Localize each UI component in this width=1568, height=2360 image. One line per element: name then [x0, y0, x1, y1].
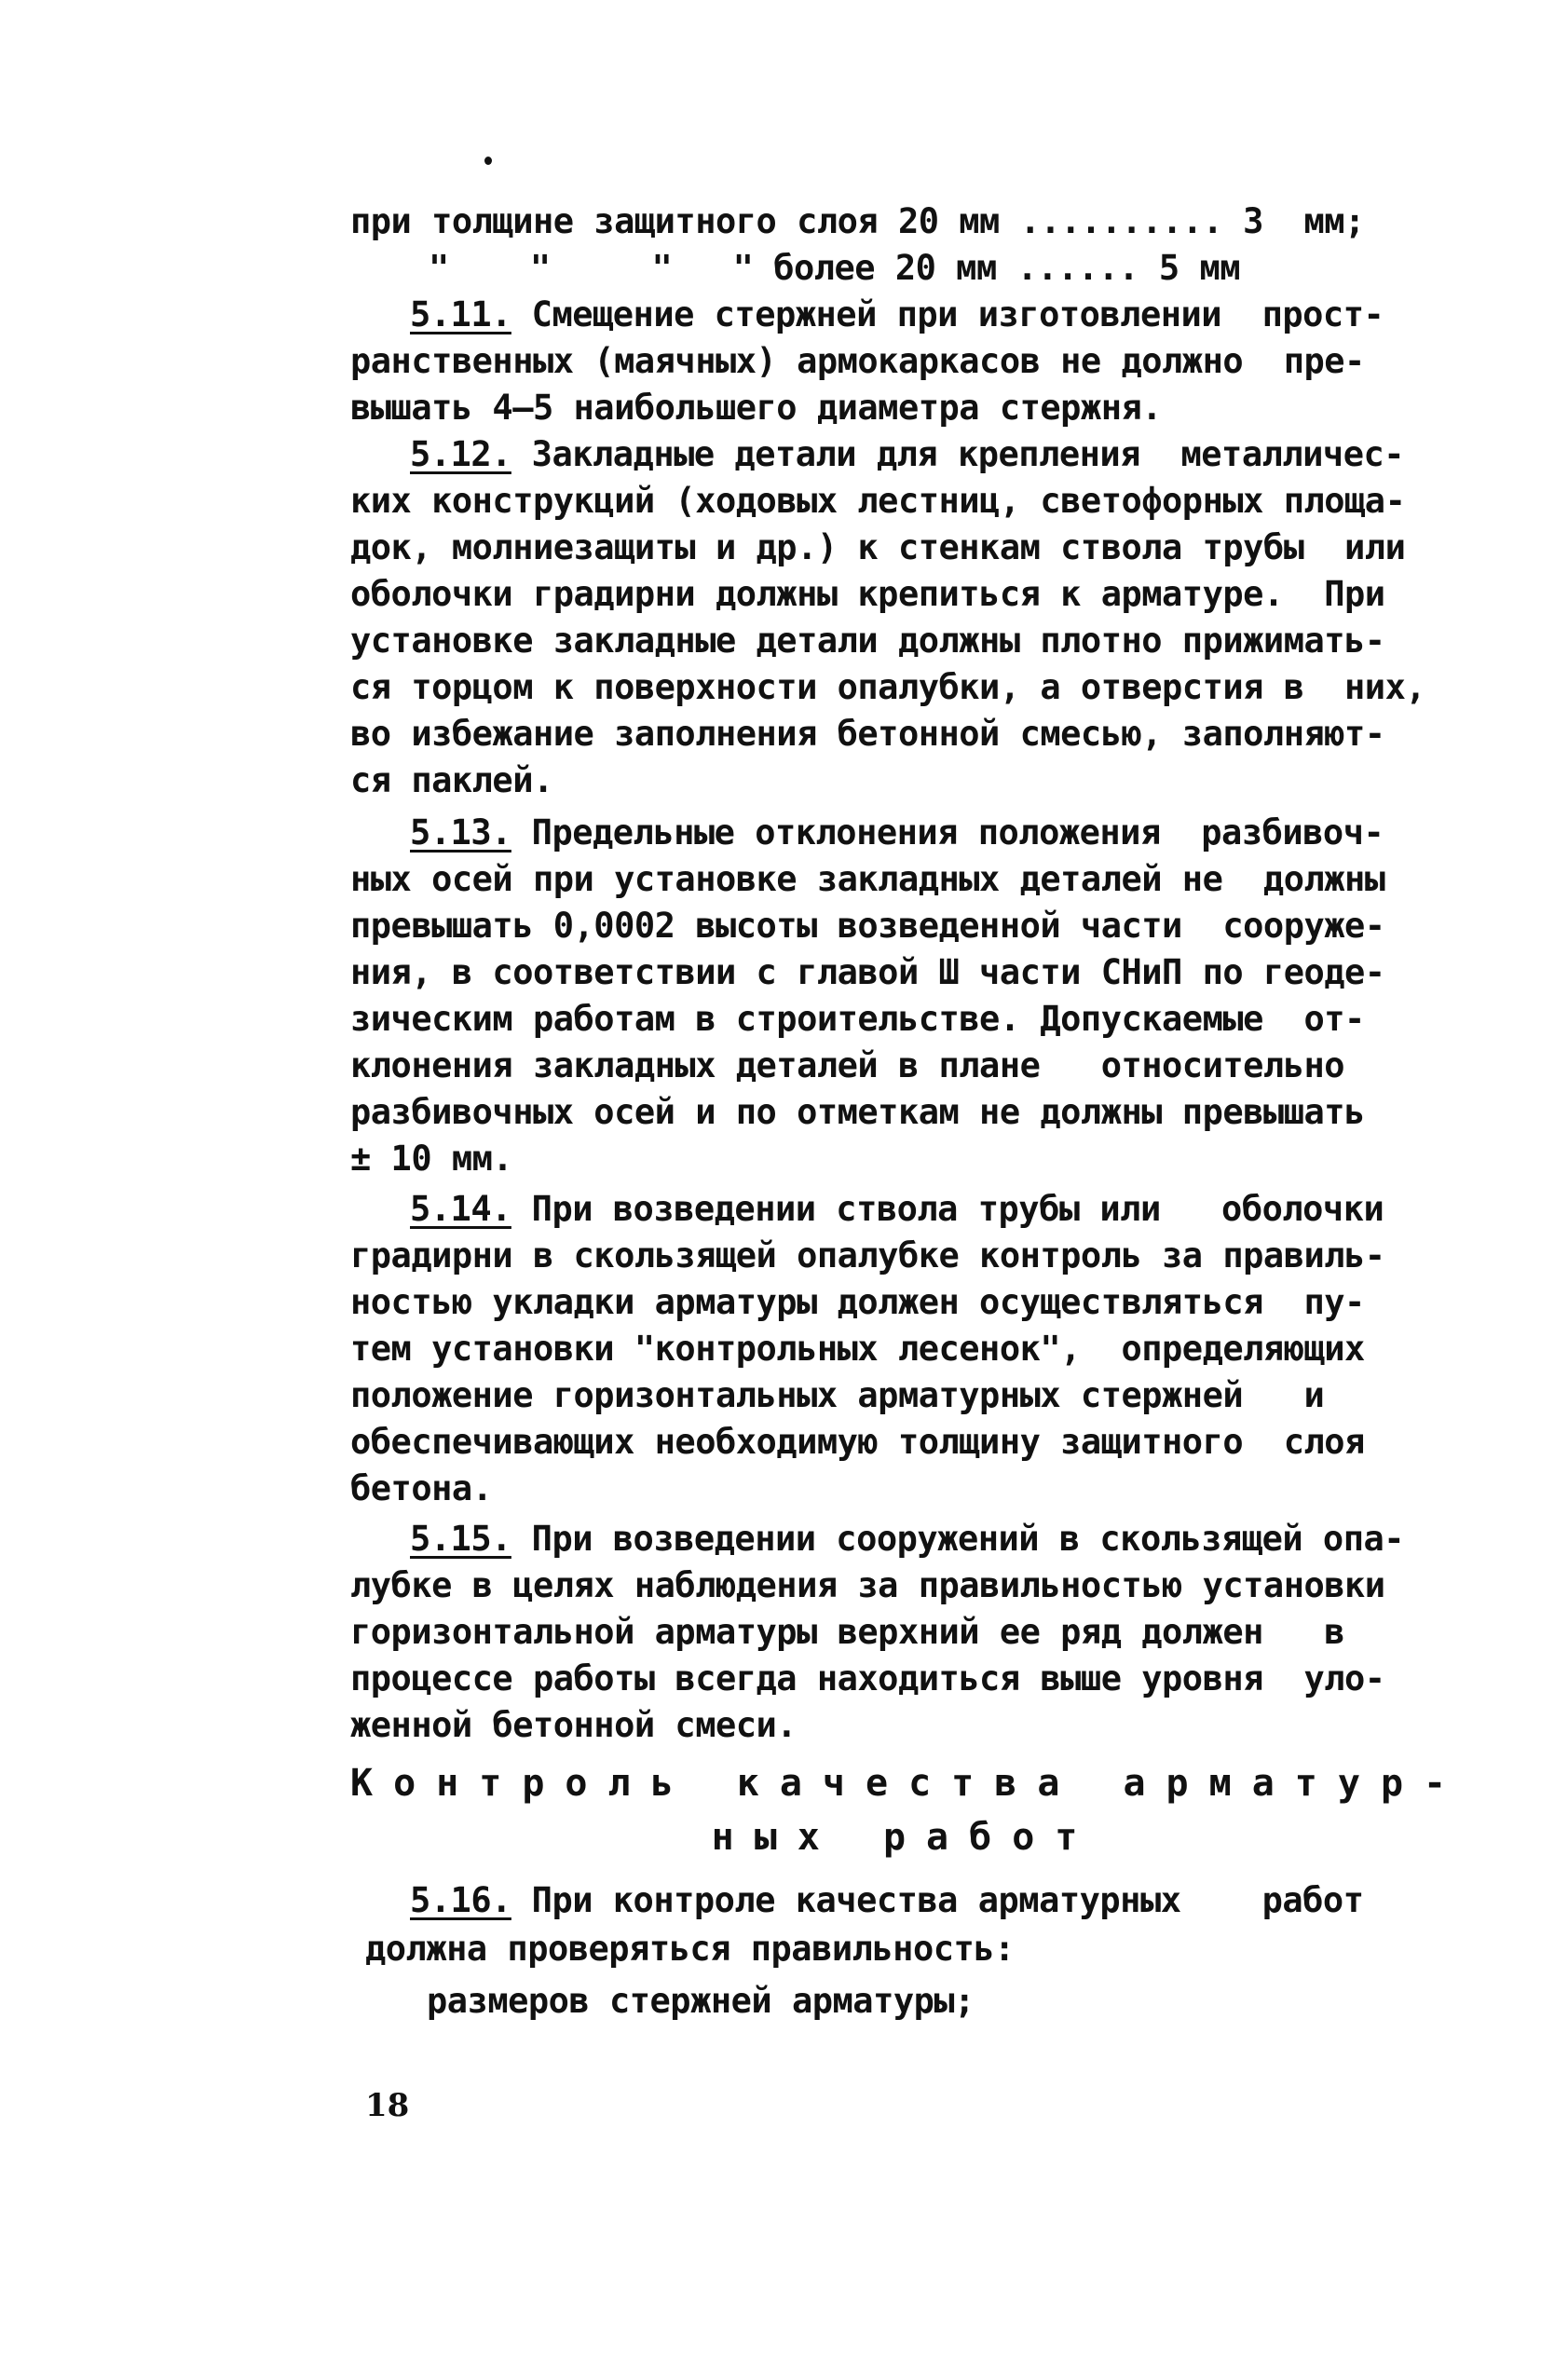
text-line: ся паклей.	[350, 760, 553, 800]
text-line: ся торцом к поверхности опалубки, а отверстия в них,	[350, 667, 1426, 707]
text-line: во избежание заполнения бетонной смесью, заполняют-	[350, 714, 1385, 754]
text-line: тем установки "контрольных лесенок", определяющих	[350, 1329, 1365, 1369]
text-line: док, молниезащиты и др.) к стенкам ствола трубы или	[350, 527, 1406, 567]
text-fragment: При контроле качества арматурных работ	[511, 1880, 1364, 1920]
paragraph-5-13-first-line	[410, 811, 1459, 855]
section-number: 5.13.	[410, 812, 511, 853]
text-line: градирни в скользящей опалубке контроль за правиль-	[350, 1235, 1385, 1275]
section-number: 5.15.	[410, 1519, 511, 1559]
text-line: установке закладные детали должны плотно прижимать-	[350, 621, 1385, 661]
section-number: 5.14.	[410, 1189, 511, 1229]
text-line: должна проверяться правильность:	[365, 1929, 1015, 1969]
section-heading-line-1: Контроль качества арматур-	[350, 1762, 1467, 1805]
text-line: ких конструкций (ходовых лестниц, светофорных площа-	[350, 481, 1406, 521]
section-number: 5.16.	[410, 1880, 511, 1920]
text-fragment: При возведении ствола трубы или оболочки	[511, 1189, 1384, 1229]
text-line: ранственных (маячных) армокаркасов не должно пре-	[350, 341, 1365, 381]
text-line: обеспечивающих необходимую толщину защитного слоя	[350, 1422, 1365, 1462]
paragraph-5-16-first-line	[410, 1878, 1459, 1923]
section-number: 5.11.	[410, 294, 511, 334]
text-fragment: При возведении сооружений в скользящей опа-	[511, 1519, 1405, 1559]
paragraph-5-14-first-line	[410, 1187, 1459, 1232]
text-line: ± 10 мм.	[350, 1139, 513, 1179]
text-line: при толщине защитного слоя 20 мм .......... 3 мм;	[350, 201, 1365, 241]
text-line: превышать 0,0002 высоты возведенной части сооруже-	[350, 906, 1385, 946]
text-line: ностью укладки арматуры должен осуществляться пу-	[350, 1282, 1365, 1322]
text-line: ния, в соответствии с главой Ш части СНиП по геоде-	[350, 952, 1385, 992]
text-fragment: Закладные детали для крепления металличес-	[511, 434, 1405, 474]
text-line: ных осей при установке закладных деталей не должны	[350, 859, 1385, 899]
text-line: женной бетонной смеси.	[350, 1705, 798, 1745]
scan-speck	[484, 157, 492, 165]
text-line: процессе работы всегда находиться выше уровня уло-	[350, 1658, 1385, 1698]
page-number: 18	[365, 2087, 410, 2124]
text-line: вышать 4–5 наибольшего диаметра стержня.	[350, 388, 1163, 428]
paragraph-5-12-first-line	[410, 432, 1459, 477]
section-heading-line-2: ных работ	[711, 1816, 1098, 1859]
text-line: бетона.	[350, 1468, 493, 1508]
text-line: " " " " более 20 мм ...... 5 мм	[429, 248, 1241, 288]
text-line: положение горизонтальных арматурных стержней и	[350, 1375, 1325, 1415]
text-line: оболочки градирни должны крепиться к арматуре. При	[350, 574, 1385, 614]
text-line: разбивочных осей и по отметкам не должны превышать	[350, 1092, 1365, 1132]
paragraph-5-11-first-line	[410, 293, 1459, 337]
text-line: клонения закладных деталей в плане относительно	[350, 1045, 1345, 1085]
text-fragment: Предельные отклонения положения разбивоч-	[511, 812, 1384, 853]
text-line: лубке в целях наблюдения за правильностью установки	[350, 1565, 1385, 1605]
text-fragment: Смещение стержней при изготовлении прост-	[511, 294, 1384, 334]
paragraph-5-15-first-line	[410, 1517, 1459, 1562]
text-line: горизонтальной арматуры верхний ее ряд должен в	[350, 1612, 1345, 1652]
text-line: размеров стержней арматуры;	[427, 1981, 975, 2021]
section-number: 5.12.	[410, 434, 511, 474]
text-line: зическим работам в строительстве. Допускаемые от-	[350, 999, 1365, 1039]
